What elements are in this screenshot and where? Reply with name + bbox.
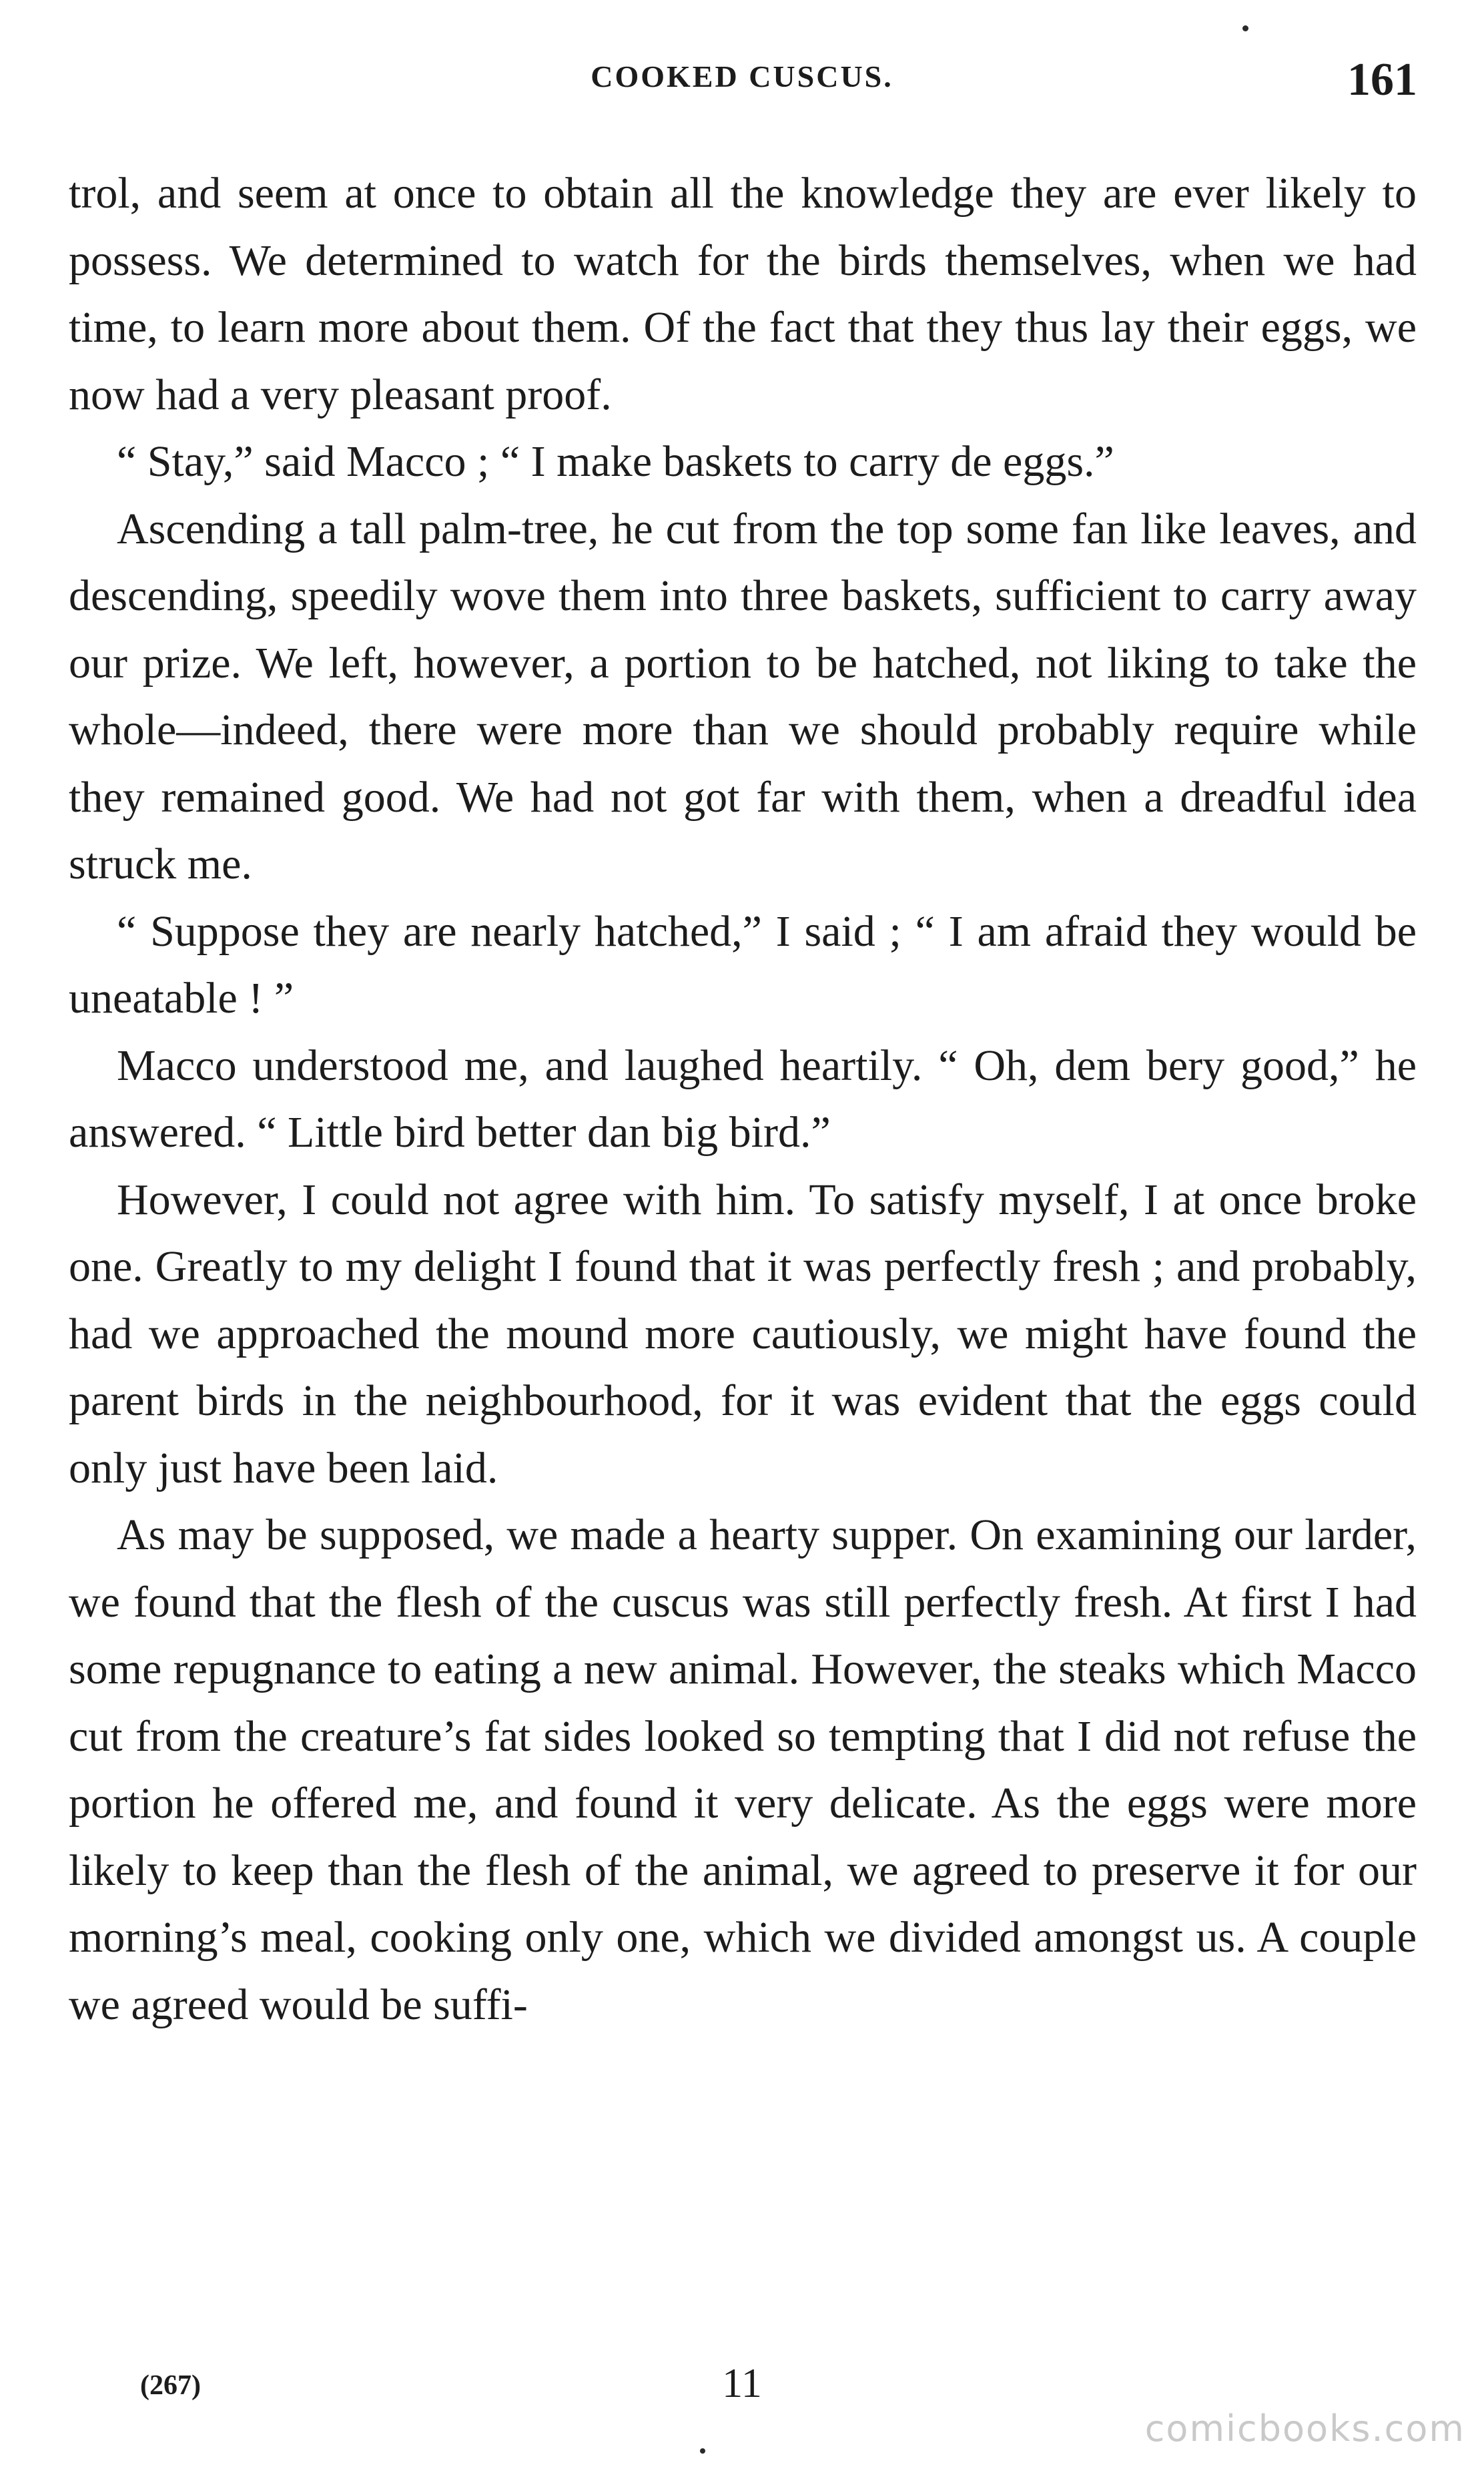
watermark: comicbooks.com	[1144, 2408, 1465, 2450]
paragraph: “ Suppose they are nearly hatched,” I said ; “ I am afraid they would be uneatable ! ”	[69, 906, 1417, 1023]
paragraph: As may be supposed, we made a hearty supper. On examining our larder, we found that the flesh of the cuscus was still perfectly fresh. At first I had some repugnance to eating a new animal. However, the steaks which Macco cut from the creature’s fat sides looked so tempting that I did not refuse the portion he offered me, and found it very delicate. As the eggs were more likely to keep than the flesh of the animal, we agreed to preserve it for our morning’s meal, cooking only one, which we divided amongst us. A couple we agreed would be suffi-	[69, 1510, 1417, 2029]
running-head: COOKED CUSCUS.	[591, 59, 893, 93]
paragraph: However, I could not agree with him. To satisfy myself, I at once broke one. Greatly to my delight I found that it was perfectly fresh ; and probably, had we approached the mound more cautiously, we might have found the parent birds in the neighbourhood, for it was evident that the eggs could only just have been laid.	[69, 1175, 1417, 1492]
printer-dot	[1242, 25, 1248, 31]
paragraph: Ascending a tall palm-tree, he cut from the top some fan like leaves, and descending, speedily wove them into three baskets, sufficient to carry away our prize. We left, however, a portion to be hatched, not liking to take the whole—indeed, there were more than we should probably require while they remained good. We had not got far with them, when a dreadful idea struck me.	[69, 504, 1417, 888]
paragraph: Macco understood me, and laughed heartily. “ Oh, dem bery good,” he answered. “ Little bird better dan big bird.”	[69, 1041, 1417, 1157]
body-text	[69, 160, 1417, 2038]
paragraph: “ Stay,” said Macco ; “ I make baskets to carry de eggs.”	[117, 437, 1114, 486]
page-number: 161	[1347, 54, 1417, 105]
signature-mark: 11	[722, 2361, 762, 2406]
printer-signature: (267)	[140, 2370, 201, 2401]
page-header	[0, 54, 1484, 119]
paragraph: trol, and seem at once to obtain all the knowledge they are ever likely to possess. We determined to watch for the birds themselves, when we had time, to learn more about them. Of the fact that they thus lay their eggs, we now had a very pleasant proof.	[69, 169, 1417, 419]
printer-dot	[700, 2448, 705, 2454]
